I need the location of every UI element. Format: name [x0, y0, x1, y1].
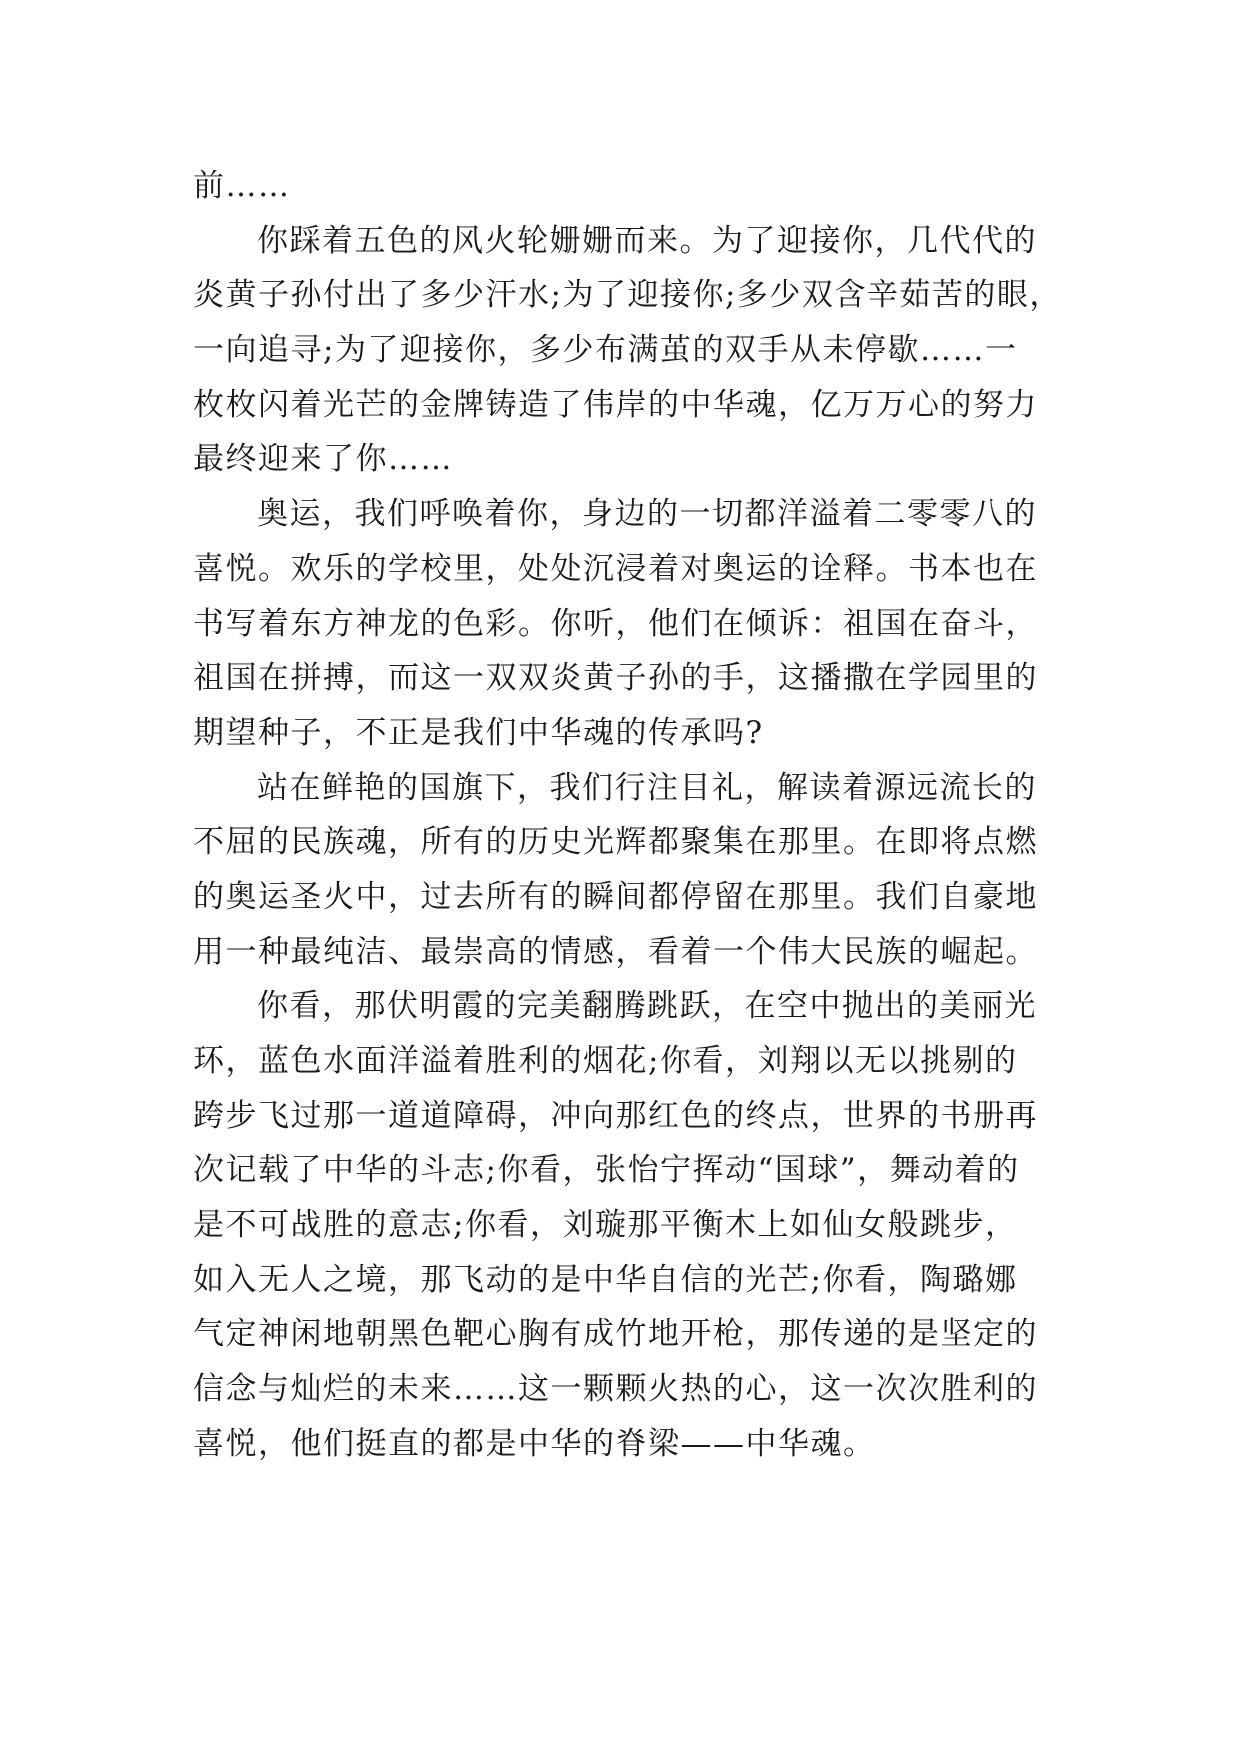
- text-line: 不屈的民族魂，所有的历史光辉都聚集在那里。在即将点燃: [193, 824, 1038, 861]
- text-line: 你踩着五色的风火轮姗姗而来。为了迎接你，几代代的: [257, 222, 1037, 259]
- text-line: 跨步飞过那一道道障碍，冲向那红色的终点，世界的书册再: [193, 1097, 1038, 1134]
- text-line: 信念与灿烂的未来……这一颗颗火热的心，这一次次胜利的: [193, 1371, 1038, 1408]
- text-line: 奥运，我们呼唤着你，身边的一切都洋溢着二零零八的: [257, 496, 1037, 533]
- text-line: 站在鲜艳的国旗下，我们行注目礼，解读着源远流长的: [257, 769, 1037, 806]
- body-text: [193, 159, 1083, 1472]
- text-line: 是不可战胜的意志;你看，刘璇那平衡木上如仙女般跳步，: [193, 1207, 1018, 1244]
- text-line: 如入无人之境，那飞动的是中华自信的光芒;你看，陶璐娜: [193, 1261, 1018, 1298]
- text-line: 期望种子，不正是我们中华魂的传承吗?: [193, 714, 764, 751]
- text-line: 环，蓝色水面洋溢着胜利的烟花;你看，刘翔以无以挑剔的: [193, 1043, 1018, 1079]
- text-line: 你看，那伏明霞的完美翻腾跳跃，在空中抛出的美丽光: [257, 988, 1037, 1025]
- text-line: 前……: [193, 168, 291, 204]
- text-line: 枚枚闪着光芒的金牌铸造了伟岸的中华魂，亿万万心的努力: [193, 386, 1038, 423]
- text-line: 喜悦。欢乐的学校里，处处沉浸着对奥运的诠释。书本也在: [193, 550, 1038, 587]
- text-line: 一向追寻;为了迎接你，多少布满茧的双手从未停歇……一: [193, 332, 1018, 369]
- text-line: 书写着东方神龙的色彩。你听，他们在倾诉：祖国在奋斗，: [193, 605, 1038, 642]
- text-line: 的奥运圣火中，过去所有的瞬间都停留在那里。我们自豪地: [193, 878, 1038, 915]
- text-line: 次记载了中华的斗志;你看，张怡宁挥动“国球”，舞动着的: [193, 1152, 1020, 1189]
- text-line: 气定神闲地朝黑色靶心胸有成竹地开枪，那传递的是坚定的: [193, 1316, 1038, 1353]
- text-line: 喜悦，他们挺直的都是中华的脊梁——中华魂。: [193, 1425, 876, 1462]
- text-line: 最终迎来了你……: [193, 441, 453, 478]
- text-line: 祖国在拼搏，而这一双双炎黄子孙的手，这播撒在学园里的: [193, 660, 1038, 697]
- text-line: 炎黄子孙付出了多少汗水;为了迎接你;多少双含辛茹苦的眼，: [193, 277, 1062, 314]
- text-line: 用一种最纯洁、最崇高的情感，看着一个伟大民族的崛起。: [193, 933, 1038, 970]
